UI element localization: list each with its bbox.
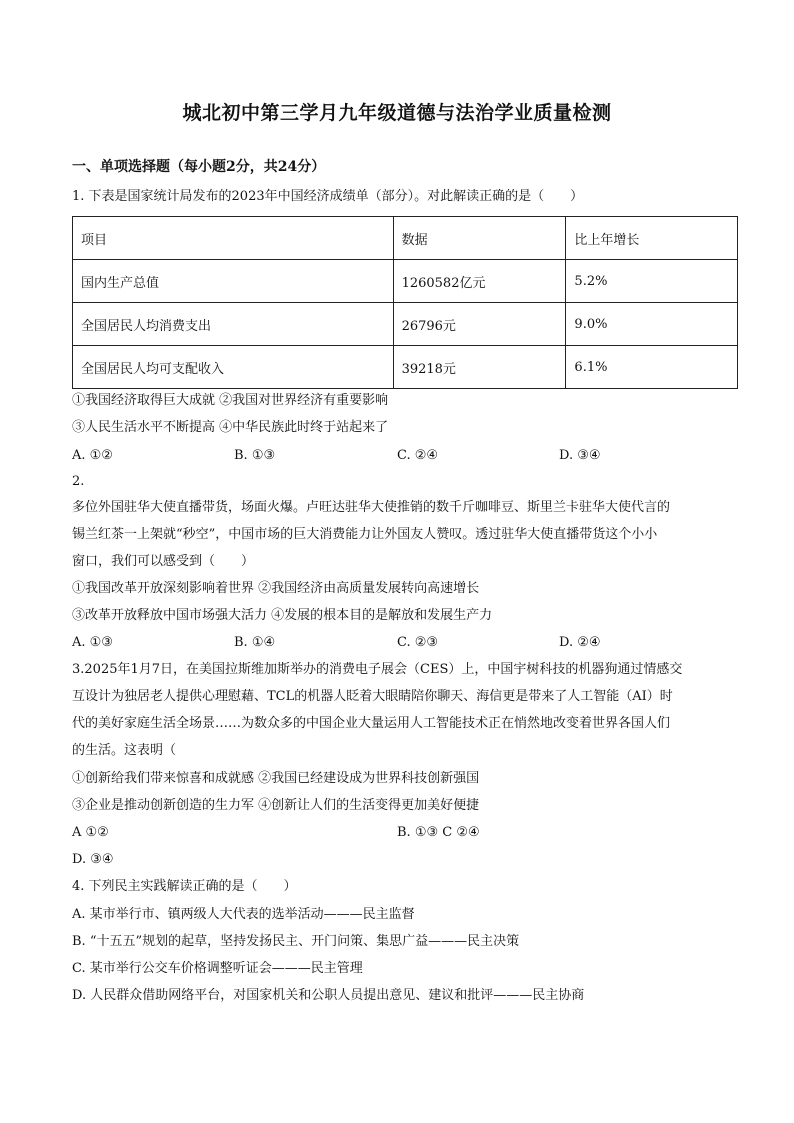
question-3-option-a[interactable]: A ①② [72,825,109,840]
question-2-option-d[interactable]: D. ②④ [559,635,601,650]
table-header-cell: 比上年增长 [566,217,738,260]
question-4-option-a[interactable]: A. 某市举行市、镇两级人大代表的选举活动———民主监督 [72,907,415,922]
table-cell: 5.2% [566,260,738,303]
question-2-option-c[interactable]: C. ②③ [397,635,439,650]
question-1-option-a[interactable]: A. ①② [72,448,113,463]
question-3-option-d[interactable]: D. ③④ [72,852,114,867]
question-4-option-d[interactable]: D. 人民群众借助网络平台，对国家机关和公职人员提出意见、建议和批评———民主协商 [72,988,585,1003]
question-3-stem-line: 的生活。这表明（ [72,743,177,758]
question-4-option-b[interactable]: B. “十五五”规划的起草，坚持发扬民主、开门问策、集思广益———民主决策 [72,934,520,949]
question-2-statement: ①我国改革开放深刻影响着世界 ②我国经济由高质量发展转向高速增长 [72,581,480,596]
question-1-stem: 1. 下表是国家统计局发布的2023年中国经济成绩单（部分）。对此解读正确的是（ ） [72,189,584,204]
question-2-stem-line: 多位外国驻华大使直播带货，场面火爆。卢旺达驻华大使推销的数千斤咖啡豆、斯里兰卡驻华大使代言的 [72,500,671,515]
question-4-option-c[interactable]: C. 某市举行公交车价格调整听证会———民主管理 [72,961,363,976]
question-3-statement: ①创新给我们带来惊喜和成就感 ②我国已经建设成为世界科技创新强国 [72,771,480,786]
question-3-statement: ③企业是推动创新创造的生力军 ④创新让人们的生活变得更加美好便捷 [72,798,480,813]
economy-stats-table [72,216,738,389]
table-cell: 全国居民人均消费支出 [73,303,394,346]
question-3-option-b-c[interactable]: B. ①③ C ②④ [397,825,480,840]
section-heading: 一、单项选择题（每小题2分，共24分） [72,159,326,175]
table-cell: 全国居民人均可支配收入 [73,346,394,389]
question-2-option-a[interactable]: A. ①③ [72,635,113,650]
table-cell: 1260582亿元 [393,260,566,303]
exam-title: 城北初中第三学月九年级道德与法治学业质量检测 [182,102,612,124]
question-1-statement: ①我国经济取得巨大成就 ②我国对世界经济有重要影响 [72,393,389,408]
table-cell: 39218元 [393,346,566,389]
table-header-cell: 项目 [73,217,394,260]
question-1-option-b[interactable]: B. ①③ [234,448,276,463]
question-3-stem-line: 3.2025年1月7日，在美国拉斯维加斯举办的消费电子展会（CES）上，中国宇树科技的机器狗通过情感交 [72,662,683,677]
question-2-number: 2. [72,474,85,489]
question-1-option-c[interactable]: C. ②④ [397,448,439,463]
table-header-row [73,217,738,260]
question-3-stem-line: 代的美好家庭生活全场景……为数众多的中国企业大量运用人工智能技术正在悄然地改变着世界各国人们 [72,716,671,731]
table-row [73,303,738,346]
question-3-stem-line: 互设计为独居老人提供心理慰藉、TCL的机器人眨着大眼睛陪你聊天、海信更是带来了人工智能（AI）时 [72,689,673,704]
table-row [73,260,738,303]
table-cell: 国内生产总值 [73,260,394,303]
question-2-option-b[interactable]: B. ①④ [234,635,276,650]
table-cell: 26796元 [393,303,566,346]
table-row [73,346,738,389]
question-2-stem-line: 窗口，我们可以感受到（ ） [72,554,255,569]
table-cell: 9.0% [566,303,738,346]
table-header-cell: 数据 [393,217,566,260]
question-4-stem: 4. 下列民主实践解读正确的是（ ） [72,879,297,894]
question-2-stem-line: 锡兰红茶一上架就“秒空”，中国市场的巨大消费能力让外国友人赞叹。透过驻华大使直播带货这个小小 [72,527,658,542]
question-1-statement: ③人民生活水平不断提高 ④中华民族此时终于站起来了 [72,420,389,435]
question-2-statement: ③改革开放释放中国市场强大活力 ④发展的根本目的是解放和发展生产力 [72,608,493,623]
table-cell: 6.1% [566,346,738,389]
question-1-option-d[interactable]: D. ③④ [559,448,601,463]
